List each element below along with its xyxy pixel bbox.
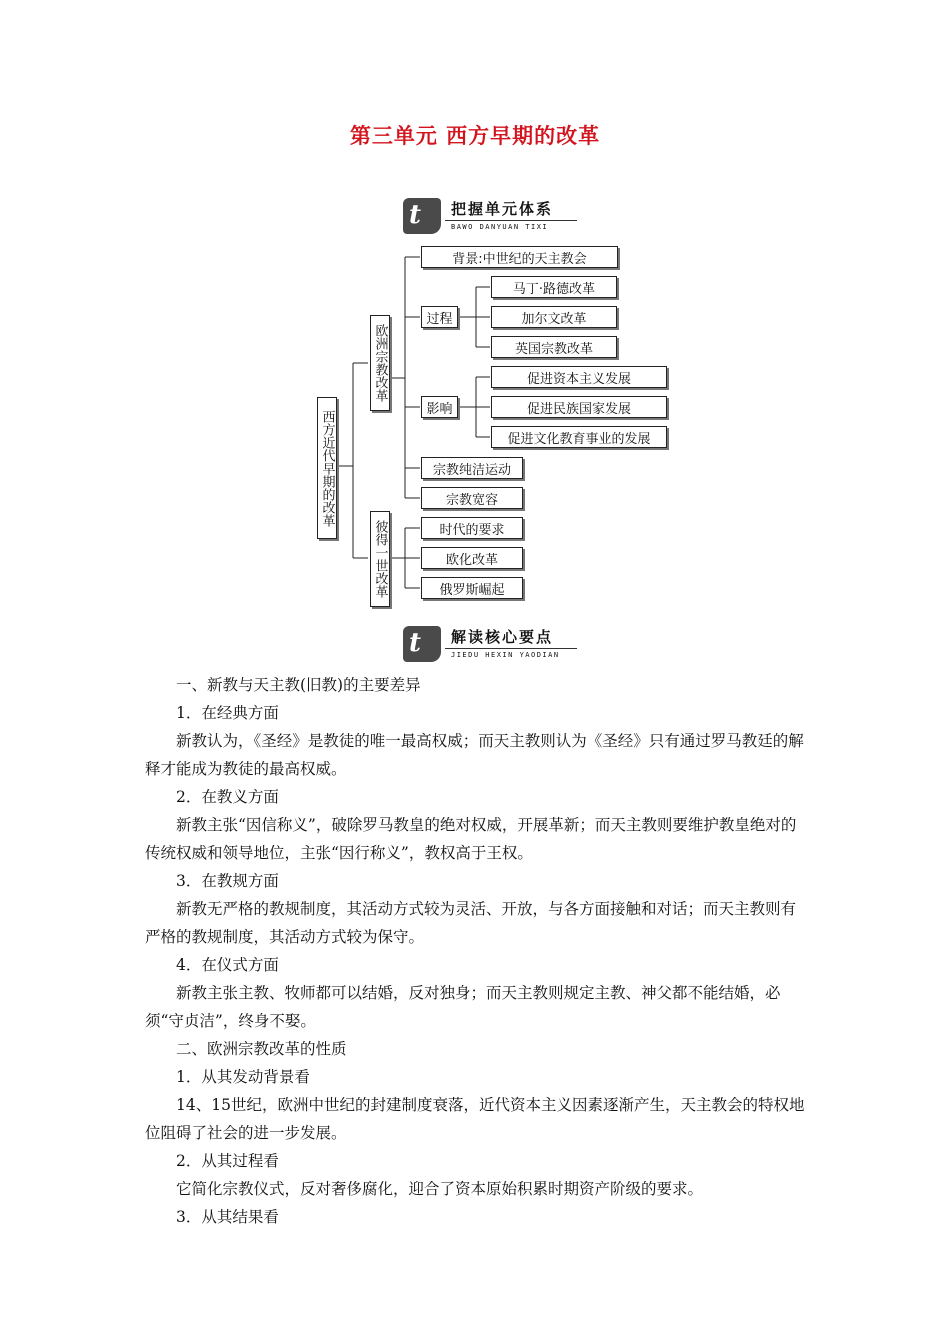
diagram-branch-reformation: 欧洲宗教改革 <box>370 315 390 411</box>
diagram-node-impact: 影响 <box>421 396 458 418</box>
paragraph: 它简化宗教仪式，反对奢侈腐化，迎合了资本原始积累时期资产阶级的要求。 <box>176 1180 704 1198</box>
diagram-node-process-item: 英国宗教改革 <box>491 336 617 358</box>
diagram-node-impact-item: 促进资本主义发展 <box>491 366 667 388</box>
diagram-node-background: 背景:中世纪的天主教会 <box>421 246 618 268</box>
section-banner-keypoints <box>403 624 581 668</box>
t-logo-icon: t <box>403 198 441 234</box>
diagram-node-tolerance: 宗教宽容 <box>421 487 523 509</box>
subheading: 2．从其过程看 <box>176 1152 279 1170</box>
subheading: 2．在教义方面 <box>176 788 279 806</box>
diagram-node-peter-item: 俄罗斯崛起 <box>421 577 523 599</box>
banner-title: 把握单元体系 <box>451 200 554 218</box>
diagram-branch-peter: 彼得一世改革 <box>370 511 390 607</box>
paragraph: 14、15世纪，欧洲中世纪的封建制度衰落，近代资本主义因素逐渐产生，天主教会的特权地位阻碍了社会的进一步发展。 <box>145 1096 805 1142</box>
page-title: 第三单元 西方早期的改革 <box>349 123 601 148</box>
paragraph: 新教无严格的教规制度，其活动方式较为灵活、开放，与各方面接触和对话；而天主教则有严格的教规制度，其活动方式较为保守。 <box>145 900 797 946</box>
subheading: 4．在仪式方面 <box>176 956 279 974</box>
diagram-node-purity: 宗教纯洁运动 <box>421 457 523 479</box>
paragraph: 新教主张“因信称义”，破除罗马教皇的绝对权威，开展革新；而天主教则要维护教皇绝对的传统权威和领导地位，主张“因行称义”，教权高于王权。 <box>145 816 797 862</box>
heading: 一、新教与天主教(旧教)的主要差异 <box>176 676 421 694</box>
subheading: 3．在教规方面 <box>176 872 279 890</box>
t-logo-icon: t <box>403 626 441 662</box>
subheading: 3．从其结果看 <box>176 1208 279 1226</box>
paragraph: 新教主张主教、牧师都可以结婚，反对独身；而天主教则规定主教、神父都不能结婚，必须“守贞洁”，终身不娶。 <box>145 984 781 1030</box>
diagram-node-peter-item: 时代的要求 <box>421 517 523 539</box>
heading: 二、欧洲宗教改革的性质 <box>176 1040 347 1058</box>
banner-subtitle: JIEDU HEXIN YAODIAN <box>451 651 560 659</box>
diagram-node-process: 过程 <box>421 306 458 328</box>
body-text <box>145 671 807 1231</box>
banner-title: 解读核心要点 <box>451 628 554 646</box>
paragraph: 新教认为，《圣经》是教徒的唯一最高权威；而天主教则认为《圣经》只有通过罗马教廷的解释才能成为教徒的最高权威。 <box>145 732 804 778</box>
diagram-node-impact-item: 促进文化教育事业的发展 <box>491 426 667 448</box>
diagram-node-process-item: 马丁·路德改革 <box>491 276 617 298</box>
subheading: 1．从其发动背景看 <box>176 1068 310 1086</box>
banner-subtitle: BAWO DANYUAN TIXI <box>451 223 549 231</box>
subheading: 1．在经典方面 <box>176 704 279 722</box>
diagram-root: 西方近代早期的改革 <box>317 397 337 539</box>
diagram-node-process-item: 加尔文改革 <box>491 306 617 328</box>
banner-divider <box>445 648 577 649</box>
diagram-node-impact-item: 促进民族国家发展 <box>491 396 667 418</box>
diagram-node-peter-item: 欧化改革 <box>421 547 523 569</box>
